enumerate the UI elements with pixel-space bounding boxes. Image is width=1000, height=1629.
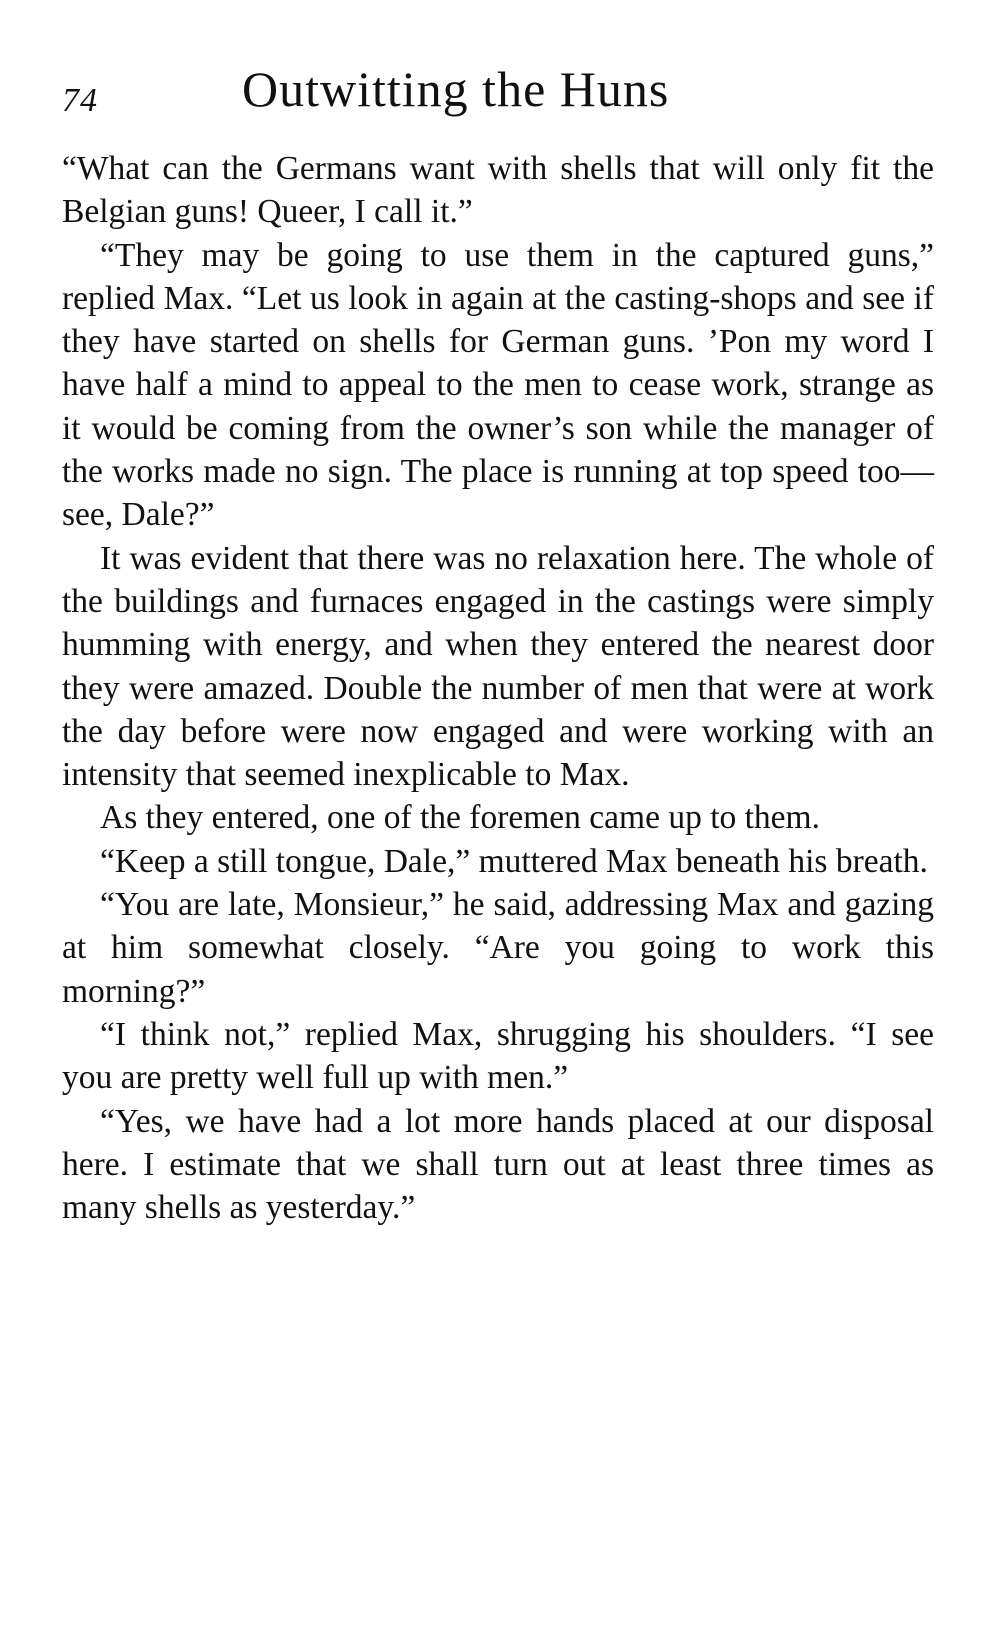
- paragraph: “They may be going to use them in the captured guns,” replied Max. “Let us look in again at the casting-shops and see if they have started on shells for German guns. ’Pon my word I have half a mind to appeal to the men to cease work, strange as it would be coming from the owner’s son while the manager of the works made no sign. The place is running at top speed too—see, Dale?”: [62, 236, 934, 534]
- paragraph: As they entered, one of the foremen came up to them.: [100, 799, 820, 837]
- running-title: Outwitting the Huns: [242, 61, 670, 117]
- page-header: [62, 60, 942, 130]
- paragraph: “Yes, we have had a lot more hands placed at our disposal here. I estimate that we shall turn out at least three times as many shells as yesterday.”: [62, 1102, 934, 1227]
- paragraph: “You are late, Monsieur,” he said, addressing Max and gazing at him somewhat closely. “Are you going to work this morning?”: [62, 886, 934, 1010]
- body-text: [62, 147, 934, 1229]
- paragraph: “I think not,” replied Max, shrugging his shoulders. “I see you are pretty well full up with men.”: [62, 1015, 934, 1097]
- paragraph: “Keep a still tongue, Dale,” muttered Max beneath his breath.: [100, 842, 928, 880]
- paragraph: “What can the Germans want with shells that will only fit the Belgian guns! Queer, I call it.”: [62, 150, 934, 231]
- page-number: 74: [62, 82, 98, 119]
- paragraph: It was evident that there was no relaxation here. The whole of the buildings and furnaces engaged in the castings were simply humming with energy, and when they entered the nearest door they were amazed. Double the number of men that were at work the day before were now engaged and were working with an intensity that seemed inexplicable to Max.: [62, 539, 934, 794]
